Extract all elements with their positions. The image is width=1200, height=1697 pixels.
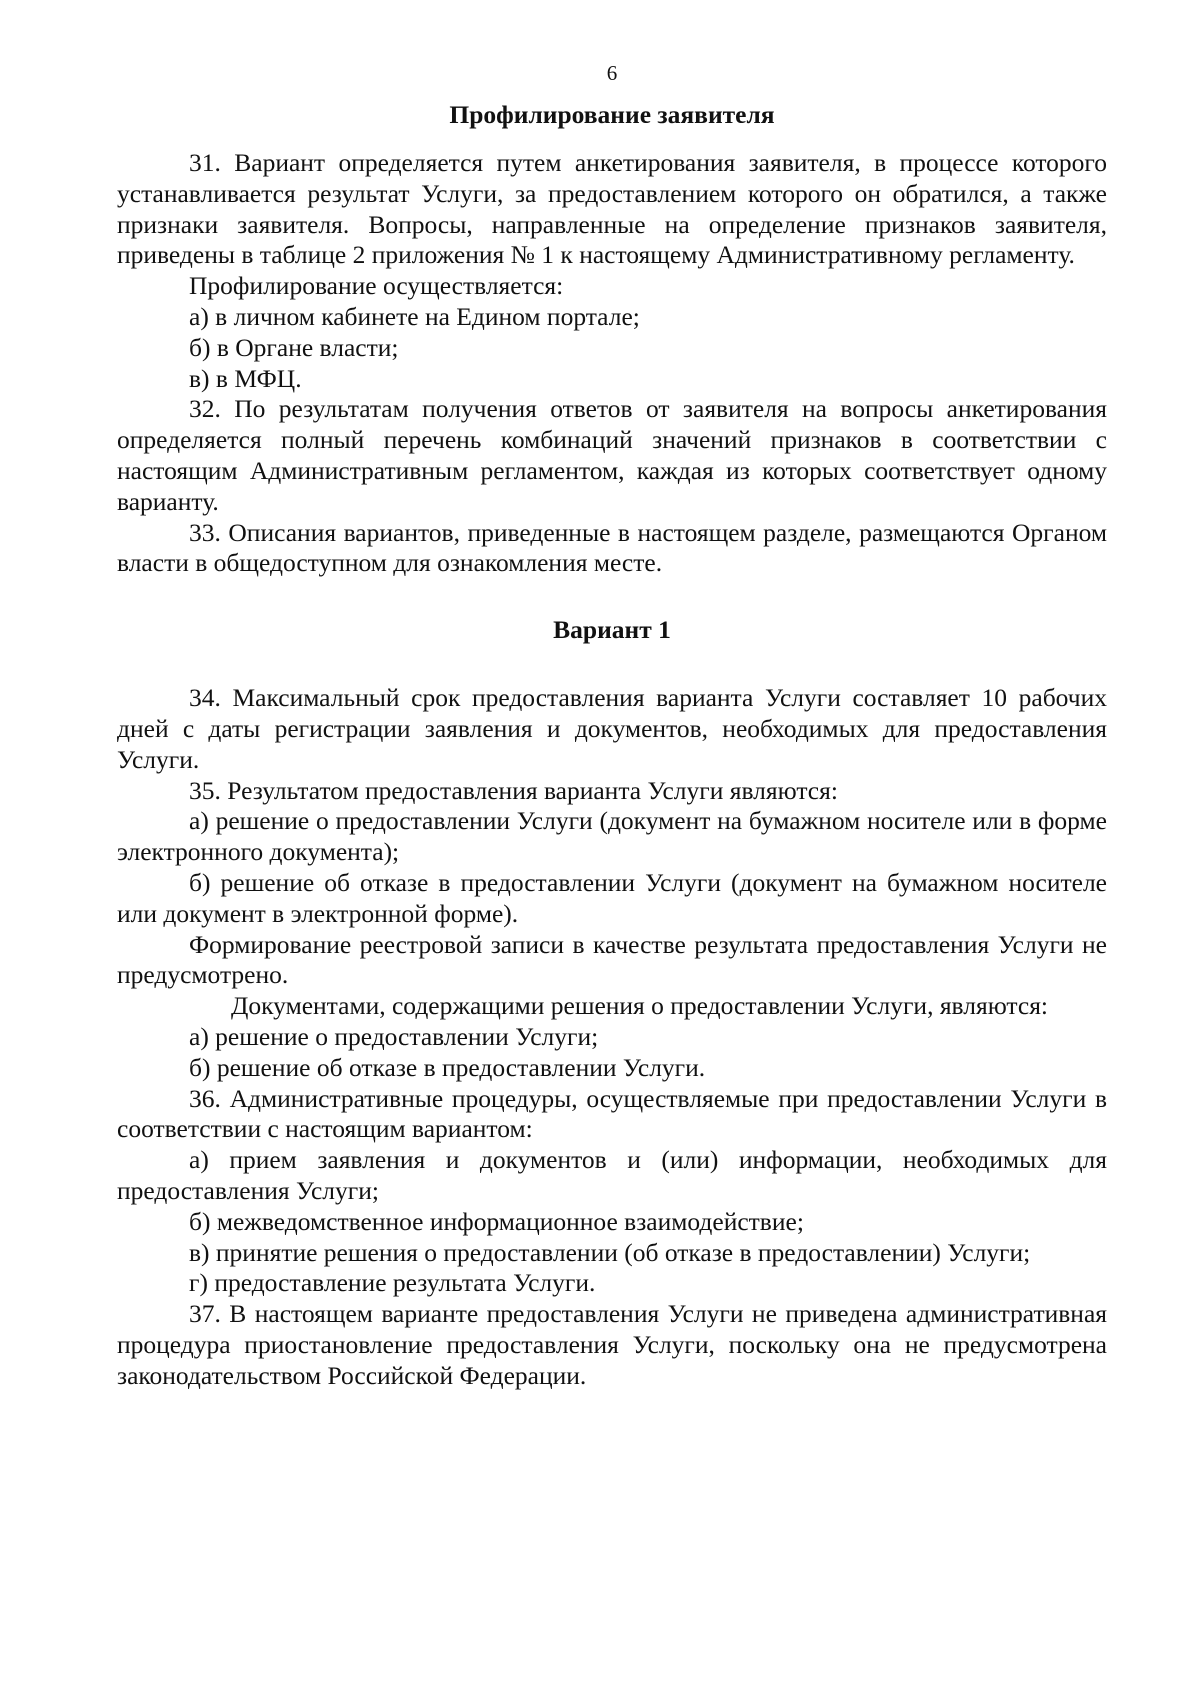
list-item-a: а) в личном кабинете на Едином портале; [189,301,640,331]
paragraph-profiling-intro: Профилирование осуществляется: [189,271,564,301]
list-item-c: в) принятие решения о предоставлении (об отказе в предоставлении) Услуги; [189,1237,1031,1267]
paragraph-documents-intro: Документами, содержащими решения о предоставлении Услуги, являются: [231,991,1049,1021]
paragraph-registry-record: Формирование реестровой записи в качестве результата предоставления Услуги не предусмотрено. [117,929,1107,990]
list-item-b: б) межведомственное информационное взаимодействие; [189,1206,804,1236]
section-profiling-body [117,148,1107,579]
page-number: 6 [606,61,618,85]
list-item-b: б) решение об отказе в предоставлении Услуги. [189,1052,706,1082]
list-item-c: в) в МФЦ. [189,363,302,393]
document-page [117,60,1107,1391]
paragraph-32: 32. По результатам получения ответов от заявителя на вопросы анкетирования определяется полный перечень комбинаций значений признаков в соответствии с настоящим Административным регламентом, каждая из которых соответствует одному варианту. [117,394,1107,516]
section-variant-body [117,683,1107,1391]
section-heading-profiling: Профилирование заявителя [449,100,775,129]
paragraph-35: 35. Результатом предоставления варианта Услуги являются: [189,775,838,805]
list-item-b: б) решение об отказе в предоставлении Услуги (документ на бумажном носителе или документ в электронной форме). [117,867,1107,928]
list-item-a: а) прием заявления и документов и (или) информации, необходимых для предоставления Услуги; [117,1145,1107,1205]
paragraph-36: 36. Административные процедуры, осуществляемые при предоставлении Услуги в соответствии с настоящим вариантом: [117,1083,1107,1144]
paragraph-34: 34. Максимальный срок предоставления варианта Услуги составляет 10 рабочих дней с даты регистрации заявления и документов, необходимых для предоставления Услуги. [117,683,1107,774]
paragraph-33: 33. Описания вариантов, приведенные в настоящем разделе, размещаются Органом власти в общедоступном для ознакомления месте. [117,517,1107,578]
list-item-d: г) предоставление результата Услуги. [189,1268,596,1298]
list-item-a: а) решение о предоставлении Услуги; [189,1021,599,1051]
paragraph-31: 31. Вариант определяется путем анкетирования заявителя, в процессе которого устанавливается результат Услуги, за предоставлением которого он обратился, а также признаки заявителя. Вопросы, направленные на определение признаков заявителя, приведены в таблице 2 приложения № 1 к настоящему Административному регламенту. [117,148,1107,270]
paragraph-37: 37. В настоящем варианте предоставления Услуги не приведена административная процедура приостановление предоставления Услуги, поскольку она не предусмотрена законодательством Российской Федерации. [117,1299,1107,1390]
list-item-b: б) в Органе власти; [189,332,399,362]
section-heading-variant-1: Вариант 1 [553,615,671,645]
list-item-a: а) решение о предоставлении Услуги (документ на бумажном носителе или в форме электронного документа); [117,806,1107,867]
